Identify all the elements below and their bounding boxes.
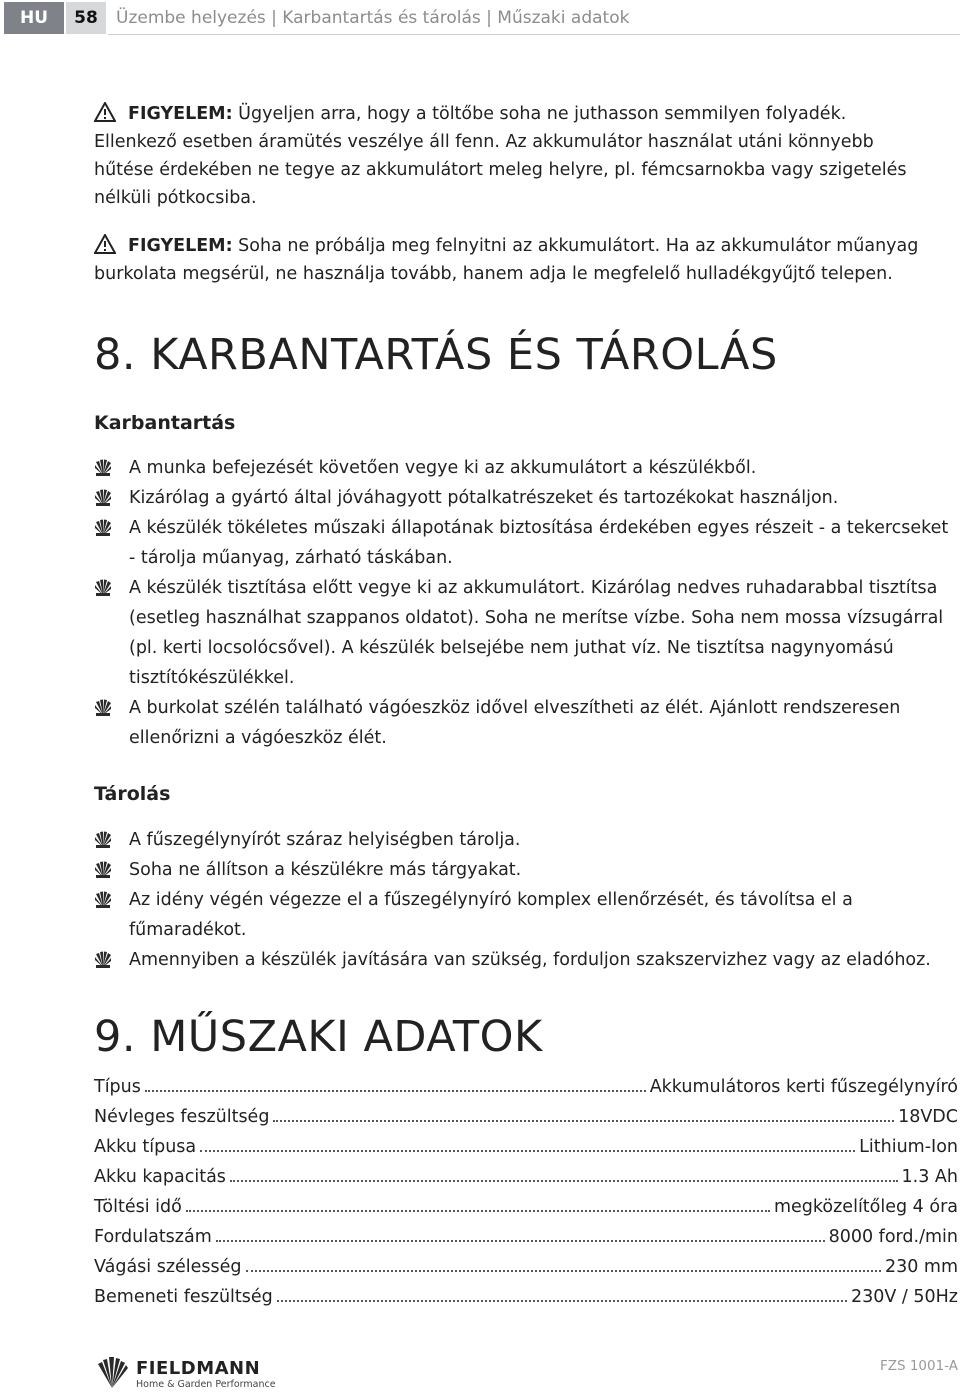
- section-title-maintenance-storage: 8. KARBANTARTÁS ÉS TÁROLÁS: [94, 330, 778, 380]
- page-number: 58: [66, 2, 106, 34]
- dot-leader: [186, 1196, 770, 1212]
- dot-leader: [200, 1136, 855, 1152]
- spec-row: [94, 1076, 958, 1106]
- sunburst-bullet-icon: [94, 459, 112, 477]
- list-item: Az idény végén végezze el a fűszegélynyíró komplex ellenőrzését, és távolítsa el a fűmaradékot.: [94, 885, 954, 945]
- fieldmann-fan-icon: [94, 1356, 130, 1390]
- maintenance-list: [94, 453, 954, 753]
- sunburst-bullet-icon: [94, 861, 112, 879]
- brand-name: FIELDMANN: [136, 1358, 261, 1379]
- sunburst-bullet-icon: [94, 699, 112, 717]
- spec-label: Fordulatszám: [94, 1227, 212, 1247]
- list-item: A készülék tökéletes műszaki állapotának biztosítása érdekében egyes részeit - a tekercseket - tárolja műanyag, zárható táskában.: [94, 513, 954, 573]
- dot-leader: [277, 1286, 847, 1302]
- storage-list: [94, 825, 954, 975]
- spec-label: Bemeneti feszültség: [94, 1287, 273, 1307]
- list-item: A burkolat szélén található vágóeszköz idővel elveszítheti az élét. Ajánlott rendszeresen ellenőrizni a vágóeszköz élét.: [94, 693, 954, 753]
- spec-value: 18VDC: [898, 1107, 958, 1127]
- section-title-technical-data: 9. MŰSZAKI ADATOK: [94, 1012, 543, 1062]
- list-item: Amennyiben a készülék javítására van szükség, forduljon szakszervizhez vagy az eladóhoz.: [94, 945, 954, 975]
- dot-leader: [216, 1226, 825, 1242]
- dot-leader: [273, 1106, 894, 1122]
- sunburst-bullet-icon: [94, 519, 112, 537]
- subheading-storage: Tárolás: [94, 783, 171, 805]
- brand-tagline: Home & Garden Performance: [136, 1379, 276, 1390]
- spec-label: Töltési idő: [94, 1197, 182, 1217]
- sunburst-bullet-icon: [94, 831, 112, 849]
- spec-row: [94, 1106, 958, 1136]
- spec-value: 230 mm: [884, 1257, 958, 1277]
- warning-triangle-icon: [94, 102, 116, 122]
- list-item: A készülék tisztítása előtt vegye ki az akkumulátort. Kizárólag nedves ruhadarabbal tisztítsa (esetleg használhat szappanos oldatot). Soha ne merítse vízbe. Soha nem mossa vízsugárral (pl. kerti locsolócsővel). A készülék belsejébe nem juthat víz. Ne tisztítsa nagynyomású tisztítókészülékkel.: [94, 573, 954, 693]
- sunburst-bullet-icon: [94, 891, 112, 909]
- sunburst-bullet-icon: [94, 951, 112, 969]
- list-item: A fűszegélynyírót száraz helyiségben tárolja.: [94, 825, 954, 855]
- spec-value: 1.3 Ah: [901, 1167, 958, 1187]
- warning-text: Soha ne próbálja meg felnyitni az akkumulátort. Ha az akkumulátor műanyag burkolata megsérül, ne használja tovább, hanem adja le megfelelő hulladékgyűjtő telepen.: [94, 236, 919, 284]
- dot-leader: [145, 1076, 646, 1092]
- page-header: [0, 0, 960, 36]
- dot-leader: [230, 1166, 898, 1182]
- brand-logo: [94, 1356, 294, 1392]
- spec-row: [94, 1196, 958, 1226]
- language-badge: HU: [4, 2, 64, 34]
- header-divider: [108, 34, 960, 35]
- spec-value: Akkumulátoros kerti fűszegélynyíró: [649, 1077, 958, 1097]
- spec-value: Lithium-Ion: [859, 1137, 958, 1157]
- spec-label: Akku típusa: [94, 1137, 197, 1157]
- list-item: A munka befejezését követően vegye ki az akkumulátort a készülékből.: [94, 453, 954, 483]
- sunburst-bullet-icon: [94, 489, 112, 507]
- spec-row: [94, 1136, 958, 1166]
- spec-label: Típus: [94, 1077, 141, 1097]
- spec-label: Akku kapacitás: [94, 1167, 226, 1187]
- warning-text: Ügyeljen arra, hogy a töltőbe soha ne juthasson semmilyen folyadék. Ellenkező esetben áramütés veszélye áll fenn. Az akkumulátor használat utáni könnyebb hűtése érdekében ne tegye az akkumulátort meleg helyre, pl. fémcsarnokba vagy szigetelés nélküli pótkocsiba.: [94, 104, 907, 208]
- spec-table: [94, 1076, 958, 1316]
- sunburst-bullet-icon: [94, 579, 112, 597]
- warning-label: FIGYELEM:: [128, 236, 233, 256]
- spec-label: Vágási szélesség: [94, 1257, 242, 1277]
- warning-label: FIGYELEM:: [128, 104, 233, 124]
- spec-row: [94, 1256, 958, 1286]
- subheading-maintenance: Karbantartás: [94, 412, 236, 434]
- header-breadcrumb: Üzembe helyezés | Karbantartás és tárolás | Műszaki adatok: [116, 8, 630, 28]
- spec-row: [94, 1226, 958, 1256]
- dot-leader: [246, 1256, 881, 1272]
- spec-label: Névleges feszültség: [94, 1107, 270, 1127]
- spec-row: [94, 1286, 958, 1316]
- model-number: FZS 1001-A: [879, 1358, 958, 1374]
- warning-paragraph-1: [94, 100, 934, 212]
- spec-row: [94, 1166, 958, 1196]
- spec-value: 230V / 50Hz: [850, 1287, 958, 1307]
- spec-value: 8000 ford./min: [828, 1227, 958, 1247]
- list-item: Kizárólag a gyártó által jóváhagyott pótalkatrészeket és tartozékokat használjon.: [94, 483, 954, 513]
- list-item: Soha ne állítson a készülékre más tárgyakat.: [94, 855, 954, 885]
- spec-value: megközelítőleg 4 óra: [773, 1197, 958, 1217]
- warning-triangle-icon: [94, 234, 116, 254]
- warning-paragraph-2: [94, 232, 934, 288]
